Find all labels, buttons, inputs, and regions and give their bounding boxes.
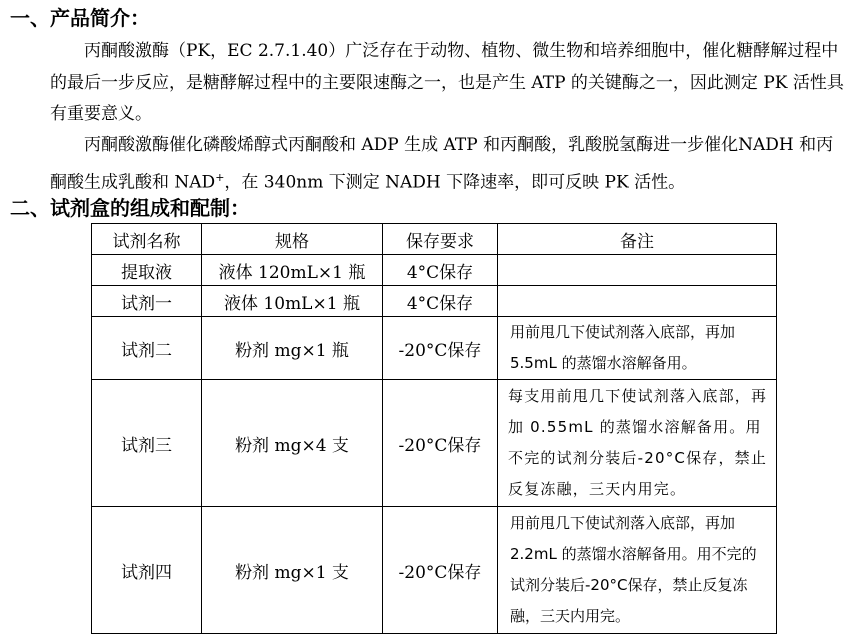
cell-storage: -20°C保存 <box>383 380 498 507</box>
header-reagent-name: 试剂名称 <box>92 224 202 255</box>
cell-name: 试剂三 <box>92 380 202 507</box>
cell-storage: 4°C保存 <box>383 255 498 286</box>
section-heading-kit-composition: 二、试剂盒的组成和配制： <box>10 196 250 220</box>
header-spec: 规格 <box>202 224 383 255</box>
header-note: 备注 <box>498 224 777 255</box>
cell-spec: 液体 120mL×1 瓶 <box>202 255 383 286</box>
cell-spec: 粉剂 mg×4 支 <box>202 380 383 507</box>
table-row <box>92 380 777 507</box>
cell-spec: 粉剂 mg×1 支 <box>202 507 383 634</box>
intro-paragraph-2-text-a: 丙酮酸激酶催化磷酸烯醇式丙酮酸和 ADP 生成 ATP 和丙酮酸，乳酸脱氢酶进一步催化NADH 和丙酮酸生成乳酸和 NAD <box>50 135 834 193</box>
cell-note: 用前甩几下使试剂落入底部，再加 2.2mL 的蒸馏水溶解备用。用不完的试剂分装后-20°C保存，禁止反复冻融，三天内用完。 <box>498 507 777 634</box>
cell-name: 试剂二 <box>92 317 202 380</box>
cell-storage: 4°C保存 <box>383 286 498 317</box>
cell-spec: 粉剂 mg×1 瓶 <box>202 317 383 380</box>
intro-paragraph-2 <box>50 130 850 199</box>
table-row <box>92 255 777 286</box>
header-storage: 保存要求 <box>383 224 498 255</box>
cell-note <box>498 286 777 317</box>
cell-note: 用前甩几下使试剂落入底部，再加 5.5mL 的蒸馏水溶解备用。 <box>498 317 777 380</box>
table-row <box>92 286 777 317</box>
cell-storage: -20°C保存 <box>383 507 498 634</box>
table-header-row <box>92 224 777 255</box>
cell-name: 提取液 <box>92 255 202 286</box>
table-row <box>92 507 777 634</box>
cell-note <box>498 255 777 286</box>
intro-paragraph-1-text: 丙酮酸激酶（PK，EC 2.7.1.40）广泛存在于动物、植物、微生物和培养细胞中，催化糖酵解过程中的最后一步反应，是糖酵解过程中的主要限速酶之一，也是产生 ATP 的关键酶之一，因此测定 PK 活性具有重要意义。 <box>50 41 844 124</box>
section-heading-product-intro: 一、产品简介： <box>10 6 150 30</box>
cell-note: 每支用前甩几下使试剂落入底部，再加 0.55mL 的蒸馏水溶解备用。用不完的试剂分装后-20°C保存，禁止反复冻融，三天内用完。 <box>498 380 777 507</box>
cell-name: 试剂一 <box>92 286 202 317</box>
cell-name: 试剂四 <box>92 507 202 634</box>
intro-paragraph-1 <box>50 36 850 131</box>
cell-storage: -20°C保存 <box>383 317 498 380</box>
kit-composition-table <box>91 223 777 634</box>
intro-paragraph-2-text-b: ，在 340nm 下测定 NADH 下降速率，即可反映 PK 活性。 <box>224 172 686 193</box>
nad-superscript: + <box>215 170 225 184</box>
table-row <box>92 317 777 380</box>
cell-spec: 液体 10mL×1 瓶 <box>202 286 383 317</box>
